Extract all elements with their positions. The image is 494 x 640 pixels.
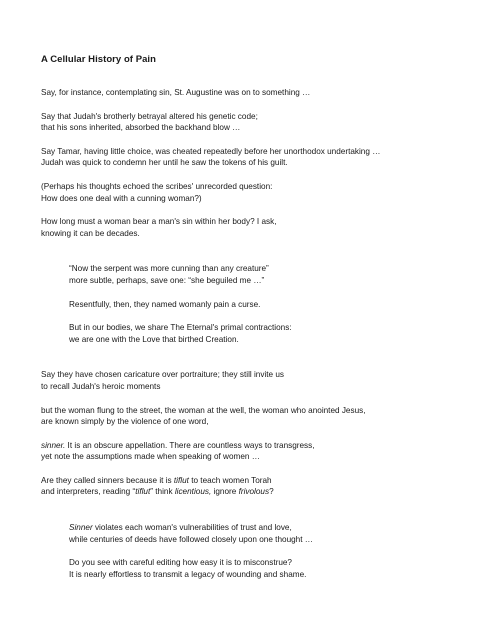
line-fragment: It is an obscure appellation. There are countless ways to transgress, (65, 440, 315, 450)
stanza-2 (41, 111, 471, 134)
stanza-7 (69, 299, 471, 311)
poem-line (41, 475, 471, 487)
poem-line (41, 440, 471, 452)
stanza-3 (41, 146, 471, 169)
stanza-8 (69, 322, 471, 345)
poem-body (41, 87, 471, 592)
poem-line: It is nearly effortless to transmit a legacy of wounding and shame. (69, 569, 307, 579)
poem-line: Resentfully, then, they named womanly pain a curse. (69, 299, 261, 309)
poem-line (69, 522, 471, 534)
italic-word: Sinner (69, 523, 93, 533)
stanza-10 (41, 405, 471, 428)
line-fragment: and interpreters, reading “ (41, 487, 136, 497)
poem-line: that his sons inherited, absorbed the backhand blow … (41, 123, 241, 133)
poem-line: “Now the serpent was more cunning than any creature” (69, 264, 269, 274)
stanza-11 (41, 440, 471, 463)
poem-line: How long must a woman bear a man's sin within her body? I ask, (41, 217, 277, 227)
line-fragment: violates each woman's vulnerabilities of trust and love, (92, 523, 292, 533)
stanza-12 (41, 475, 471, 498)
poem-line: Say they have chosen caricature over portraiture; they still invite us (41, 370, 285, 380)
line-fragment: Are they called sinners because it is (41, 475, 174, 485)
italic-word: tiflut (135, 487, 151, 497)
poem-line: more subtle, perhaps, save one: “she beguiled me …” (69, 275, 265, 285)
poem-line: (Perhaps his thoughts echoed the scribes' unrecorded question: (41, 181, 273, 191)
line-fragment: ? (269, 487, 274, 497)
poem-line: are known simply by the violence of one word, (41, 417, 209, 427)
stanza-5 (41, 216, 471, 239)
italic-word: sinner. (41, 440, 66, 450)
line-fragment: ” think (150, 487, 175, 497)
line-fragment: ignore (211, 487, 239, 497)
italic-word: licentious, (174, 487, 212, 497)
poem-line: Say that Judah's brotherly betrayal altered his genetic code; (41, 111, 258, 121)
italic-word: tiflut (173, 475, 189, 485)
line-fragment: to teach women Torah (188, 475, 272, 485)
italic-word: frivolous (238, 487, 270, 497)
poem-line: while centuries of deeds have followed closely upon one thought … (69, 534, 313, 544)
poem-line: Do you see with careful editing how easy it is to misconstrue? (69, 558, 292, 568)
poem-line: Judah was quick to condemn her until he saw the tokens of his guilt. (41, 158, 288, 168)
poem-line: we are one with the Love that birthed Creation. (69, 334, 239, 344)
poem-line: But in our bodies, we share The Eternal's primal contractions: (69, 323, 292, 333)
stanza-14 (69, 557, 471, 580)
poem-line: but the woman flung to the street, the woman at the well, the woman who anointed Jesus, (41, 405, 366, 415)
poem-line: How does one deal with a cunning woman?) (41, 193, 202, 203)
stanza-4 (41, 181, 471, 204)
stanza-9 (41, 369, 471, 392)
poem-line: Say Tamar, having little choice, was cheated repeatedly before her unorthodox undertaking … (41, 146, 381, 156)
stanza-13 (69, 522, 471, 545)
document-title: A Cellular History of Pain (41, 54, 156, 65)
stanza-1 (41, 87, 471, 99)
poem-line: Say, for instance, contemplating sin, St. Augustine was on to something … (41, 88, 311, 97)
stanza-6 (69, 263, 471, 286)
poem-line: knowing it can be decades. (41, 228, 140, 238)
poem-line: yet note the assumptions made when speaking of women … (41, 452, 260, 462)
poem-line: to recall Judah's heroic moments (41, 381, 161, 391)
poem-line (41, 486, 471, 498)
